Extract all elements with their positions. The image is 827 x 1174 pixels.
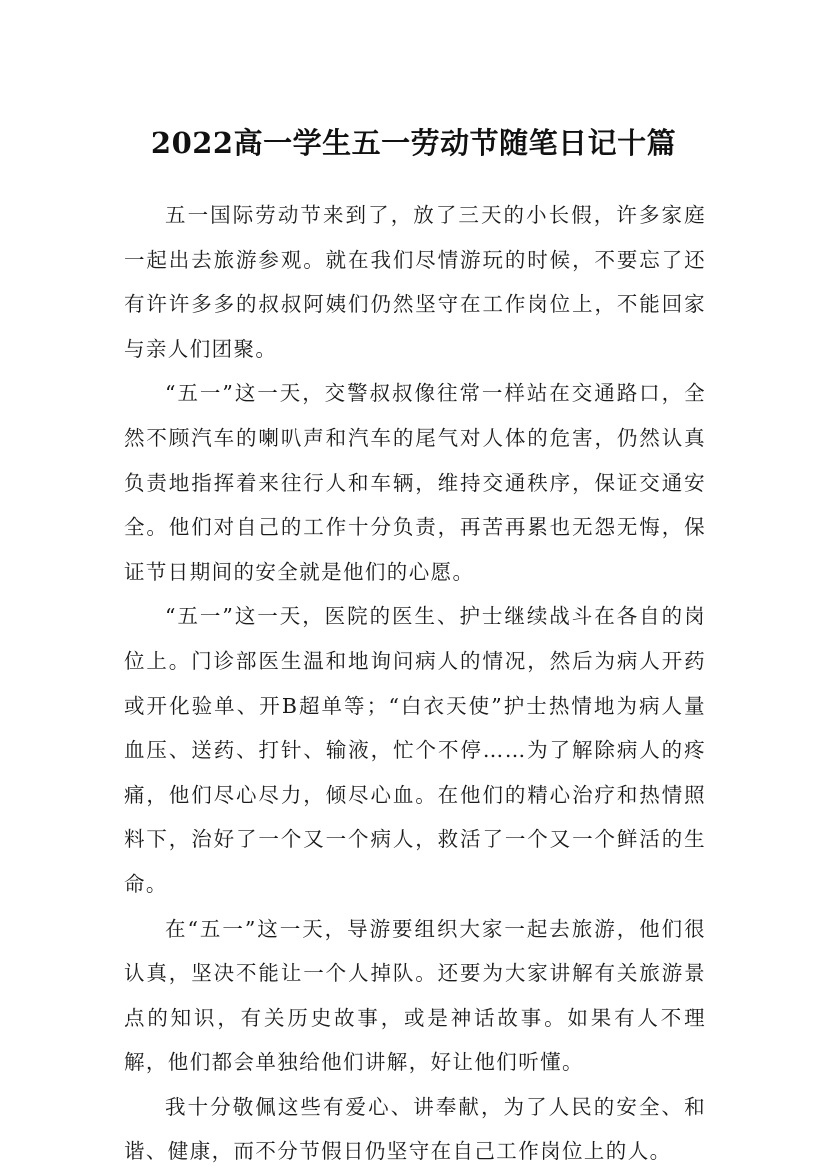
- paragraph-3: “五一”这一天，医院的医生、护士继续战斗在各自的岗位上。门诊部医生温和地询问病人的情况，然后为病人开药或开化验单、开B超单等；“白衣天使”护士热情地为病人量血压、送药、打针、输液，忙个不停……为了解除病人的疼痛，他们尽心尽力，倾尽心血。在他们的精心治疗和热情照料下，治好了一个又一个病人，救活了一个又一个鲜活的生命。: [124, 604, 706, 896]
- document-body: [124, 193, 706, 1174]
- paragraph-4: 在“五一”这一天，导游要组织大家一起去旅游，他们很认真，坚决不能让一个人掉队。还要为大家讲解有关旅游景点的知识，有关历史故事，或是神话故事。如果有人不理解，他们都会单独给他们讲解，好让他们听懂。: [124, 916, 706, 1075]
- paragraph-2: “五一”这一天，交警叔叔像往常一样站在交通路口，全然不顾汽车的喇叭声和汽车的尾气对人体的危害，仍然认真负责地指挥着来往行人和车辆，维持交通秩序，保证交通安全。他们对自己的工作十分负责，再苦再累也无怨无悔，保证节日期间的安全就是他们的心愿。: [124, 381, 706, 584]
- document-title: 2022高一学生五一劳动节随笔日记十篇: [150, 126, 677, 161]
- paragraph-1: 五一国际劳动节来到了，放了三天的小长假，许多家庭一起出去旅游参观。就在我们尽情游玩的时候，不要忘了还有许许多多的叔叔阿姨们仍然坚守在工作岗位上，不能回家与亲人们团聚。: [124, 203, 706, 361]
- paragraph-5: 我十分敬佩这些有爱心、讲奉献，为了人民的安全、和谐、健康，而不分节假日仍坚守在自己工作岗位上的人。: [124, 1094, 706, 1164]
